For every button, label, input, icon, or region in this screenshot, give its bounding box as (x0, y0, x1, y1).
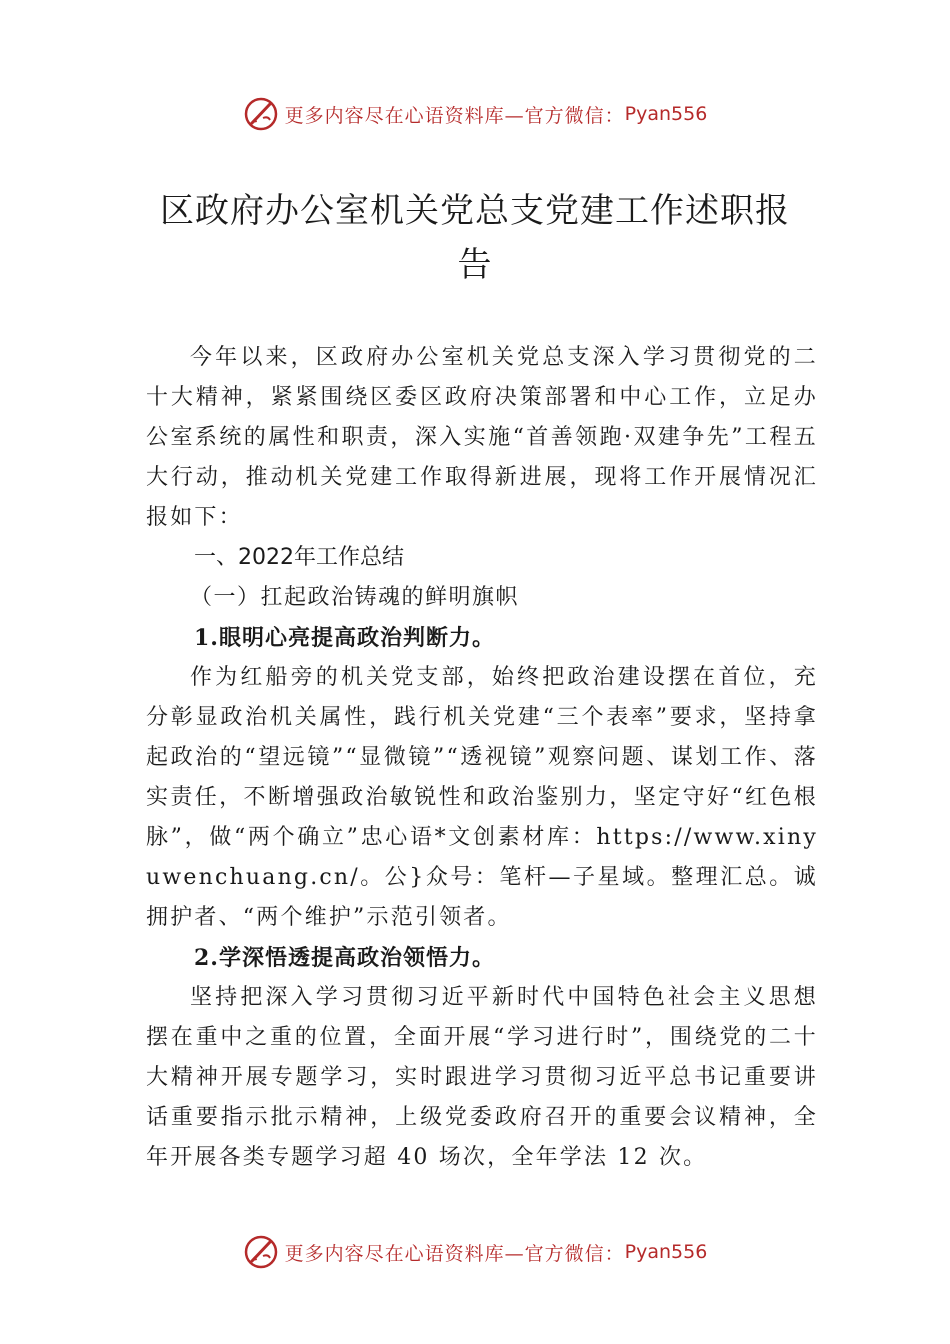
document-body (146, 338, 818, 1178)
wechat-id: Pyan556 (624, 103, 708, 125)
item-heading-2: 2.学深悟透提高政治领悟力。 (194, 945, 495, 971)
item-heading-1: 1.眼明心亮提高政治判断力。 (194, 625, 495, 651)
watermark-text: 更多内容尽在心语资料库—官方微信： (284, 104, 625, 127)
watermark-banner-bottom (0, 1232, 950, 1272)
item-paragraph-2: 坚持把深入学习贯彻习近平新时代中国特色社会主义思想摆在重中之重的位置，全面开展“学习进行时”，围绕党的二十大精神开展专题学习，实时跟进学习贯彻习近平总书记重要讲话重要指示批示精神，上级党委政府召开的重要会议精神，全年开展各类专题学习超 40 场次，全年学法 12 次。 (146, 985, 818, 1170)
watermark-text: 更多内容尽在心语资料库—官方微信： (284, 1242, 625, 1265)
wechat-id: Pyan556 (624, 1241, 708, 1263)
section-heading: 一、2022年工作总结 (194, 545, 404, 570)
title-line-1: 区政府办公室机关党总支党建工作述职报 (160, 191, 790, 231)
intro-paragraph: 今年以来，区政府办公室机关党总支深入学习贯彻党的二十大精神，紧紧围绕区委区政府决策部署和中心工作，立足办公室系统的属性和职责，深入实施“首善领跑·双建争先”工程五大行动，推动机关党建工作取得新进展，现将工作开展情况汇报如下： (146, 345, 818, 530)
pen-logo-icon (243, 1234, 279, 1270)
item-paragraph-1: 作为红船旁的机关党支部，始终把政治建设摆在首位，充分彰显政治机关属性，践行机关党建“三个表率”要求，坚持拿起政治的“望远镜”“显微镜”“透视镜”观察问题、谋划工作、落实责任，不断增强政治敏锐性和政治鉴别力，坚定守好“红色根脉”，做“两个确立”忠心语*文创素材库：https://www.xinyuwenchuang.cn/。公}众号：笔杆—子星域。整理汇总。诚拥护者、“两个维护”示范引领者。 (146, 665, 818, 930)
document-title (120, 184, 830, 292)
title-line-2: 告 (457, 245, 493, 285)
subsection-heading: （一）扛起政治铸魂的鲜明旗帜 (190, 585, 520, 610)
pen-logo-icon (243, 96, 279, 132)
watermark-banner-top (0, 94, 950, 134)
